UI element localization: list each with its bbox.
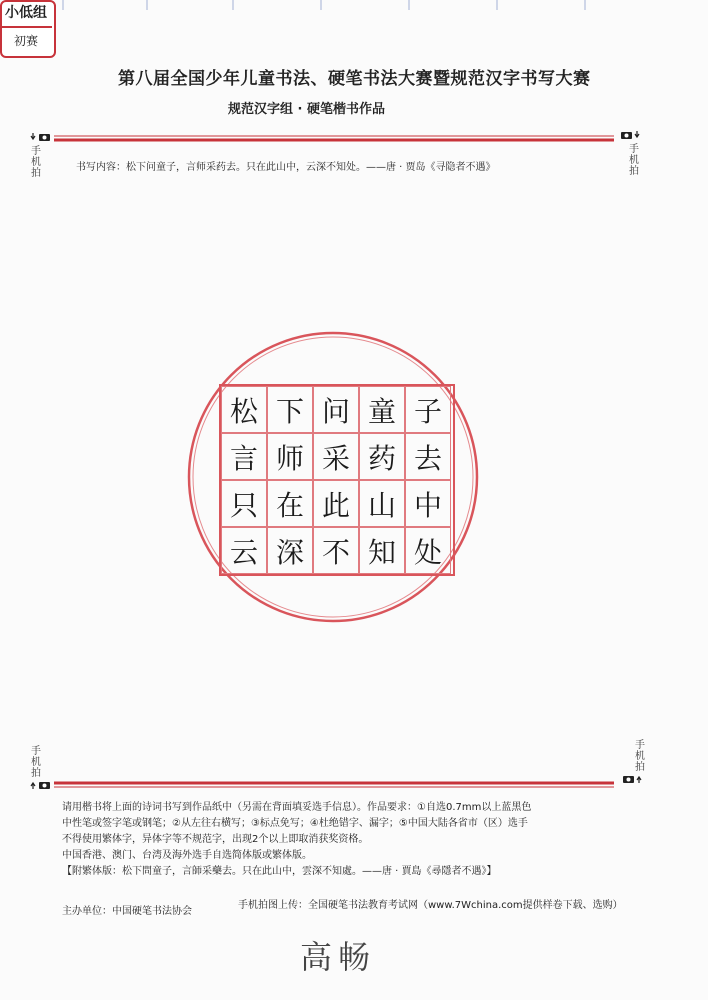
phone-photo-mark-left-bottom: 手机拍 bbox=[31, 746, 41, 779]
phone-photo-mark-right-bottom: 手机拍 bbox=[635, 740, 645, 773]
camera-download-icon bbox=[30, 132, 52, 142]
instruction-line-2: 中性笔或签字笔或钢笔；②从左往右横写；③标点免写；④杜绝错字、漏字；⑤中国大陆各省市（区）选手 bbox=[62, 818, 528, 829]
camera-upload-icon bbox=[622, 774, 644, 784]
page-title: 第八届全国少年儿童书法、硬笔书法大赛暨规范汉字书写大赛 bbox=[118, 69, 591, 89]
traditional-version: 【附繁体版：松下問童子，言師采藥去。只在此山中，雲深不知處。——唐 · 賈島《尋隱者不遇》】 bbox=[62, 866, 497, 877]
stage-label: 初赛 bbox=[13, 34, 38, 48]
grid-cell: 松 bbox=[221, 386, 267, 433]
upload-info: 手机拍图上传：全国硬笔书法教育考试网（www.7Wchina.com提供样卷下载、选购） bbox=[238, 900, 623, 911]
organizer: 主办单位：中国硬笔书法协会 bbox=[62, 906, 192, 917]
top-edge-mark bbox=[408, 0, 410, 10]
top-red-rule bbox=[54, 134, 614, 144]
grid-cell: 云 bbox=[221, 527, 267, 574]
grid-cell: 采 bbox=[313, 433, 359, 480]
bottom-red-rule bbox=[54, 780, 614, 790]
grid-cell: 处 bbox=[405, 527, 451, 574]
grid-cell: 此 bbox=[313, 480, 359, 527]
instruction-line-3: 不得使用繁体字，异体字等不规范字，出现2个以上即取消获奖资格。 bbox=[62, 834, 369, 845]
grid-cell: 言 bbox=[221, 433, 267, 480]
top-edge-mark bbox=[320, 0, 322, 10]
top-edge-mark bbox=[232, 0, 234, 10]
camera-upload-icon bbox=[30, 780, 52, 790]
grid-cell: 子 bbox=[405, 386, 451, 433]
grid-cell: 深 bbox=[267, 527, 313, 574]
phone-photo-mark-left-top: 手机拍 bbox=[31, 146, 41, 179]
grid-cell: 不 bbox=[313, 527, 359, 574]
grid-cell: 药 bbox=[359, 433, 405, 480]
page-subtitle: 规范汉字组 · 硬笔楷书作品 bbox=[228, 102, 385, 117]
camera-download-icon bbox=[620, 130, 642, 140]
grid-cell: 下 bbox=[267, 386, 313, 433]
grid-cell: 童 bbox=[359, 386, 405, 433]
top-edge-mark bbox=[146, 0, 148, 10]
grid-cell: 问 bbox=[313, 386, 359, 433]
signature: 高畅 bbox=[300, 938, 377, 976]
instruction-line-4: 中国香港、澳门、台湾及海外选手自选简体版或繁体版。 bbox=[62, 850, 312, 861]
grid-cell: 在 bbox=[267, 480, 313, 527]
grid-cell: 中 bbox=[405, 480, 451, 527]
grid-cell: 去 bbox=[405, 433, 451, 480]
grid-cell: 山 bbox=[359, 480, 405, 527]
writing-grid bbox=[219, 384, 455, 576]
group-badge bbox=[0, 0, 56, 58]
group-label: 小低组 bbox=[0, 0, 52, 28]
writing-content: 书写内容：松下问童子，言师采药去。只在此山中，云深不知处。——唐 · 贾岛《寻隐者不遇》 bbox=[76, 162, 496, 173]
instruction-line-1: 请用楷书将上面的诗词书写到作品纸中（另需在背面填妥选手信息）。作品要求：①自选0.7mm以上蓝黑色 bbox=[62, 802, 532, 813]
grid-cell: 师 bbox=[267, 433, 313, 480]
top-edge-mark bbox=[62, 0, 64, 10]
phone-photo-mark-right-top: 手机拍 bbox=[629, 144, 639, 177]
top-edge-mark bbox=[496, 0, 498, 10]
grid-cell: 只 bbox=[221, 480, 267, 527]
top-edge-mark bbox=[584, 0, 586, 10]
grid-cell: 知 bbox=[359, 527, 405, 574]
